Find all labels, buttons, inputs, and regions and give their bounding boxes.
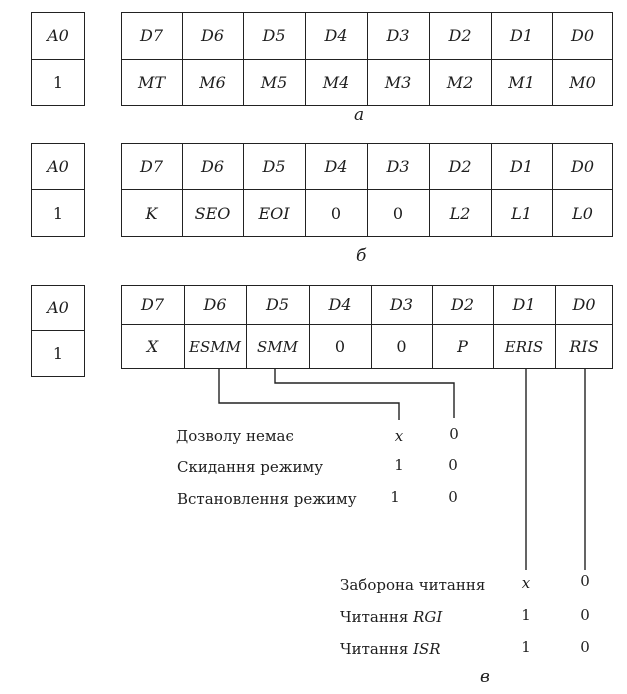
a0-value-v: 1 [52, 344, 64, 363]
bit-label-v-d4: D4 [328, 295, 352, 314]
legend-mode-v1-3: 1 [390, 488, 400, 506]
bit-label-b-d2: D2 [448, 156, 472, 176]
bit-value-v-d6: ESMM [189, 337, 241, 356]
legend-read-v2-2: 0 [580, 606, 590, 624]
bit-value-v-d1: ERIS [504, 337, 544, 356]
bit-value-a-d6: M6 [199, 73, 226, 92]
caption-b: б [356, 246, 367, 266]
bit-label-v-d5: D5 [265, 295, 289, 314]
legend-read-v2-3: 0 [580, 638, 590, 656]
legend-mode-v1-1: x [394, 427, 404, 445]
bit-value-b-d7: K [145, 203, 158, 223]
legend-read-prefix-3: Читання [340, 640, 414, 658]
bit-label-v-d1: D1 [512, 295, 536, 314]
bit-label-v-d6: D6 [203, 295, 227, 314]
bit-label-b-d4: D4 [324, 156, 348, 176]
a0-value-a: 1 [52, 73, 64, 92]
bit-value-a-d1: M1 [508, 73, 535, 92]
legend-mode-label-3: Встановлення режиму [177, 490, 357, 508]
legend-mode-v2-1: 0 [449, 425, 459, 443]
bit-label-b-d6: D6 [200, 156, 224, 176]
bit-label-v-d0: D0 [572, 295, 596, 314]
bit-value-b-d0: L0 [572, 203, 593, 223]
bit-value-v-d0: RIS [569, 337, 599, 356]
bit-label-a-d5: D5 [262, 26, 286, 45]
legend-read-label-2 [340, 608, 442, 626]
legend-read-v2-1: 0 [580, 572, 590, 590]
legend-mode-v2-3: 0 [448, 488, 458, 506]
bit-value-b-d2: L2 [449, 203, 471, 223]
bit-value-b-d1: L1 [511, 203, 532, 223]
bit-value-v-d3: 0 [396, 337, 407, 356]
legend-read-prefix-1: Заборона читання [340, 576, 486, 594]
bit-value-b-d6: SEO [194, 203, 231, 223]
bit-label-b-d0: D0 [570, 156, 594, 176]
legend-read-v1-2: 1 [521, 606, 531, 624]
bit-label-a-d7: D7 [139, 26, 163, 45]
bit-label-v-d2: D2 [450, 295, 474, 314]
caption-v: в [480, 667, 490, 687]
a0-label-v: A0 [47, 298, 69, 317]
bit-value-a-d3: M3 [384, 73, 412, 92]
bit-value-a-d5: M5 [260, 73, 288, 92]
bit-value-a-d2: M2 [446, 73, 474, 92]
bit-value-a-d0: M0 [569, 73, 596, 92]
legend-read-v1-1: x [521, 574, 531, 592]
bit-label-b-d7: D7 [139, 156, 163, 176]
legend-read-label-1 [340, 576, 485, 594]
bit-value-v-d4: 0 [334, 337, 346, 356]
legend-mode-v2-2: 0 [448, 456, 458, 474]
bit-value-v-d7: X [146, 337, 159, 356]
bit-label-a-d1: D1 [509, 26, 533, 45]
a0-label-b: A0 [47, 156, 69, 176]
bit-label-a-d6: D6 [200, 26, 224, 45]
a0-value-b: 1 [52, 203, 64, 223]
bit-label-a-d3: D3 [386, 26, 410, 45]
bit-label-b-d3: D3 [386, 156, 410, 176]
bit-label-v-d3: D3 [389, 295, 413, 314]
legend-read-label-3 [340, 640, 441, 658]
legend-read-reg-2: RGI [413, 608, 443, 626]
legend-read-prefix-2: Читання [340, 608, 414, 626]
bit-label-a-d0: D0 [570, 26, 594, 45]
smm-connector [275, 369, 454, 418]
bit-value-b-d4: 0 [330, 203, 342, 223]
legend-mode-v1-2: 1 [394, 456, 404, 474]
legend-read-reg-3: ISR [413, 640, 441, 658]
bit-value-v-d2: P [457, 337, 468, 356]
legend-mode-label-1: Дозволу немає [176, 427, 294, 445]
legend-mode-label-2: Скидання режиму [177, 458, 324, 476]
bit-value-a-d4: M4 [322, 73, 350, 92]
bit-label-v-d7: D7 [140, 295, 164, 314]
bit-label-a-d4: D4 [324, 26, 348, 45]
legend-read-v1-3: 1 [521, 638, 531, 656]
bit-label-a-d2: D2 [448, 26, 472, 45]
bit-value-b-d3: 0 [392, 203, 404, 223]
caption-a: а [354, 105, 365, 125]
bit-label-b-d5: D5 [262, 156, 286, 176]
bit-value-v-d5: SMM [257, 337, 298, 356]
bit-value-b-d5: EOI [258, 203, 290, 223]
a0-label-a: A0 [47, 26, 69, 45]
esmm-connector [219, 369, 399, 420]
bit-label-b-d1: D1 [509, 156, 533, 176]
bit-value-a-d7: MT [137, 73, 166, 92]
